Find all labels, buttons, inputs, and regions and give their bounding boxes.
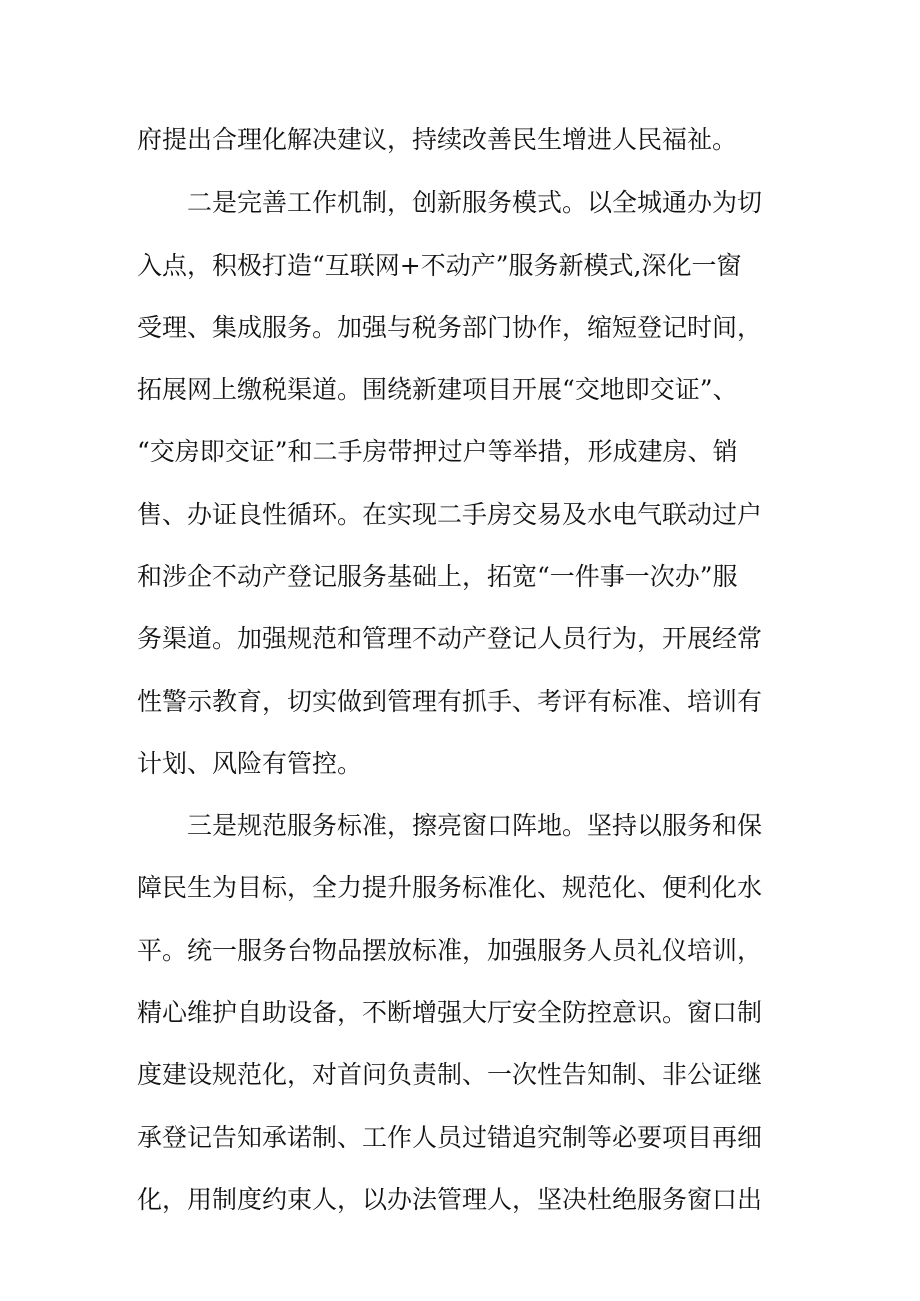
text-line: 计划、风险有管控。 xyxy=(137,749,363,778)
text-line: 平。统一服务台物品摆放标准，加强服务人员礼仪培训， xyxy=(137,936,763,965)
text-line: 度建设规范化，对首问负责制、一次性告知制、非公证继 xyxy=(137,1060,763,1089)
text-line: 精心维护自助设备，不断增强大厅安全防控意识。窗口制 xyxy=(137,998,763,1027)
paragraph-first-line: 二是完善工作机制，创新服务模式。以全城通办为切 xyxy=(187,188,763,217)
text-line: 受理、集成服务。加强与税务部门协作，缩短登记时间， xyxy=(137,313,763,342)
text-line: 入点，积极打造“互联网+不动产”服务新模式,深化一窗 xyxy=(137,251,742,280)
text-line: 承登记告知承诺制、工作人员过错追究制等必要项目再细 xyxy=(137,1123,763,1152)
paragraph-first-line: 三是规范服务标准，擦亮窗口阵地。坚持以服务和保 xyxy=(187,811,763,840)
text-line: 性警示教育，切实做到管理有抓手、考评有标准、培训有 xyxy=(137,687,763,716)
text-line: 售、办证良性循环。在实现二手房交易及水电气联动过户 xyxy=(137,500,763,529)
text-line: 务渠道。加强规范和管理不动产登记人员行为，开展经常 xyxy=(137,624,763,653)
text-line: 化，用制度约束人，以办法管理人，坚决杜绝服务窗口出 xyxy=(137,1185,763,1214)
text-line: 拓展网上缴税渠道。围绕新建项目开展“交地即交证”、 xyxy=(137,375,738,404)
text-line: 和涉企不动产登记服务基础上，拓宽“一件事一次办”服 xyxy=(137,562,738,591)
text-line: 府提出合理化解决建议，持续改善民生增进人民福祉。 xyxy=(137,125,738,154)
text-line: “交房即交证”和二手房带押过户等举措，形成建房、销 xyxy=(137,437,738,466)
text-line: 障民生为目标，全力提升服务标准化、规范化、便利化水 xyxy=(137,873,763,902)
